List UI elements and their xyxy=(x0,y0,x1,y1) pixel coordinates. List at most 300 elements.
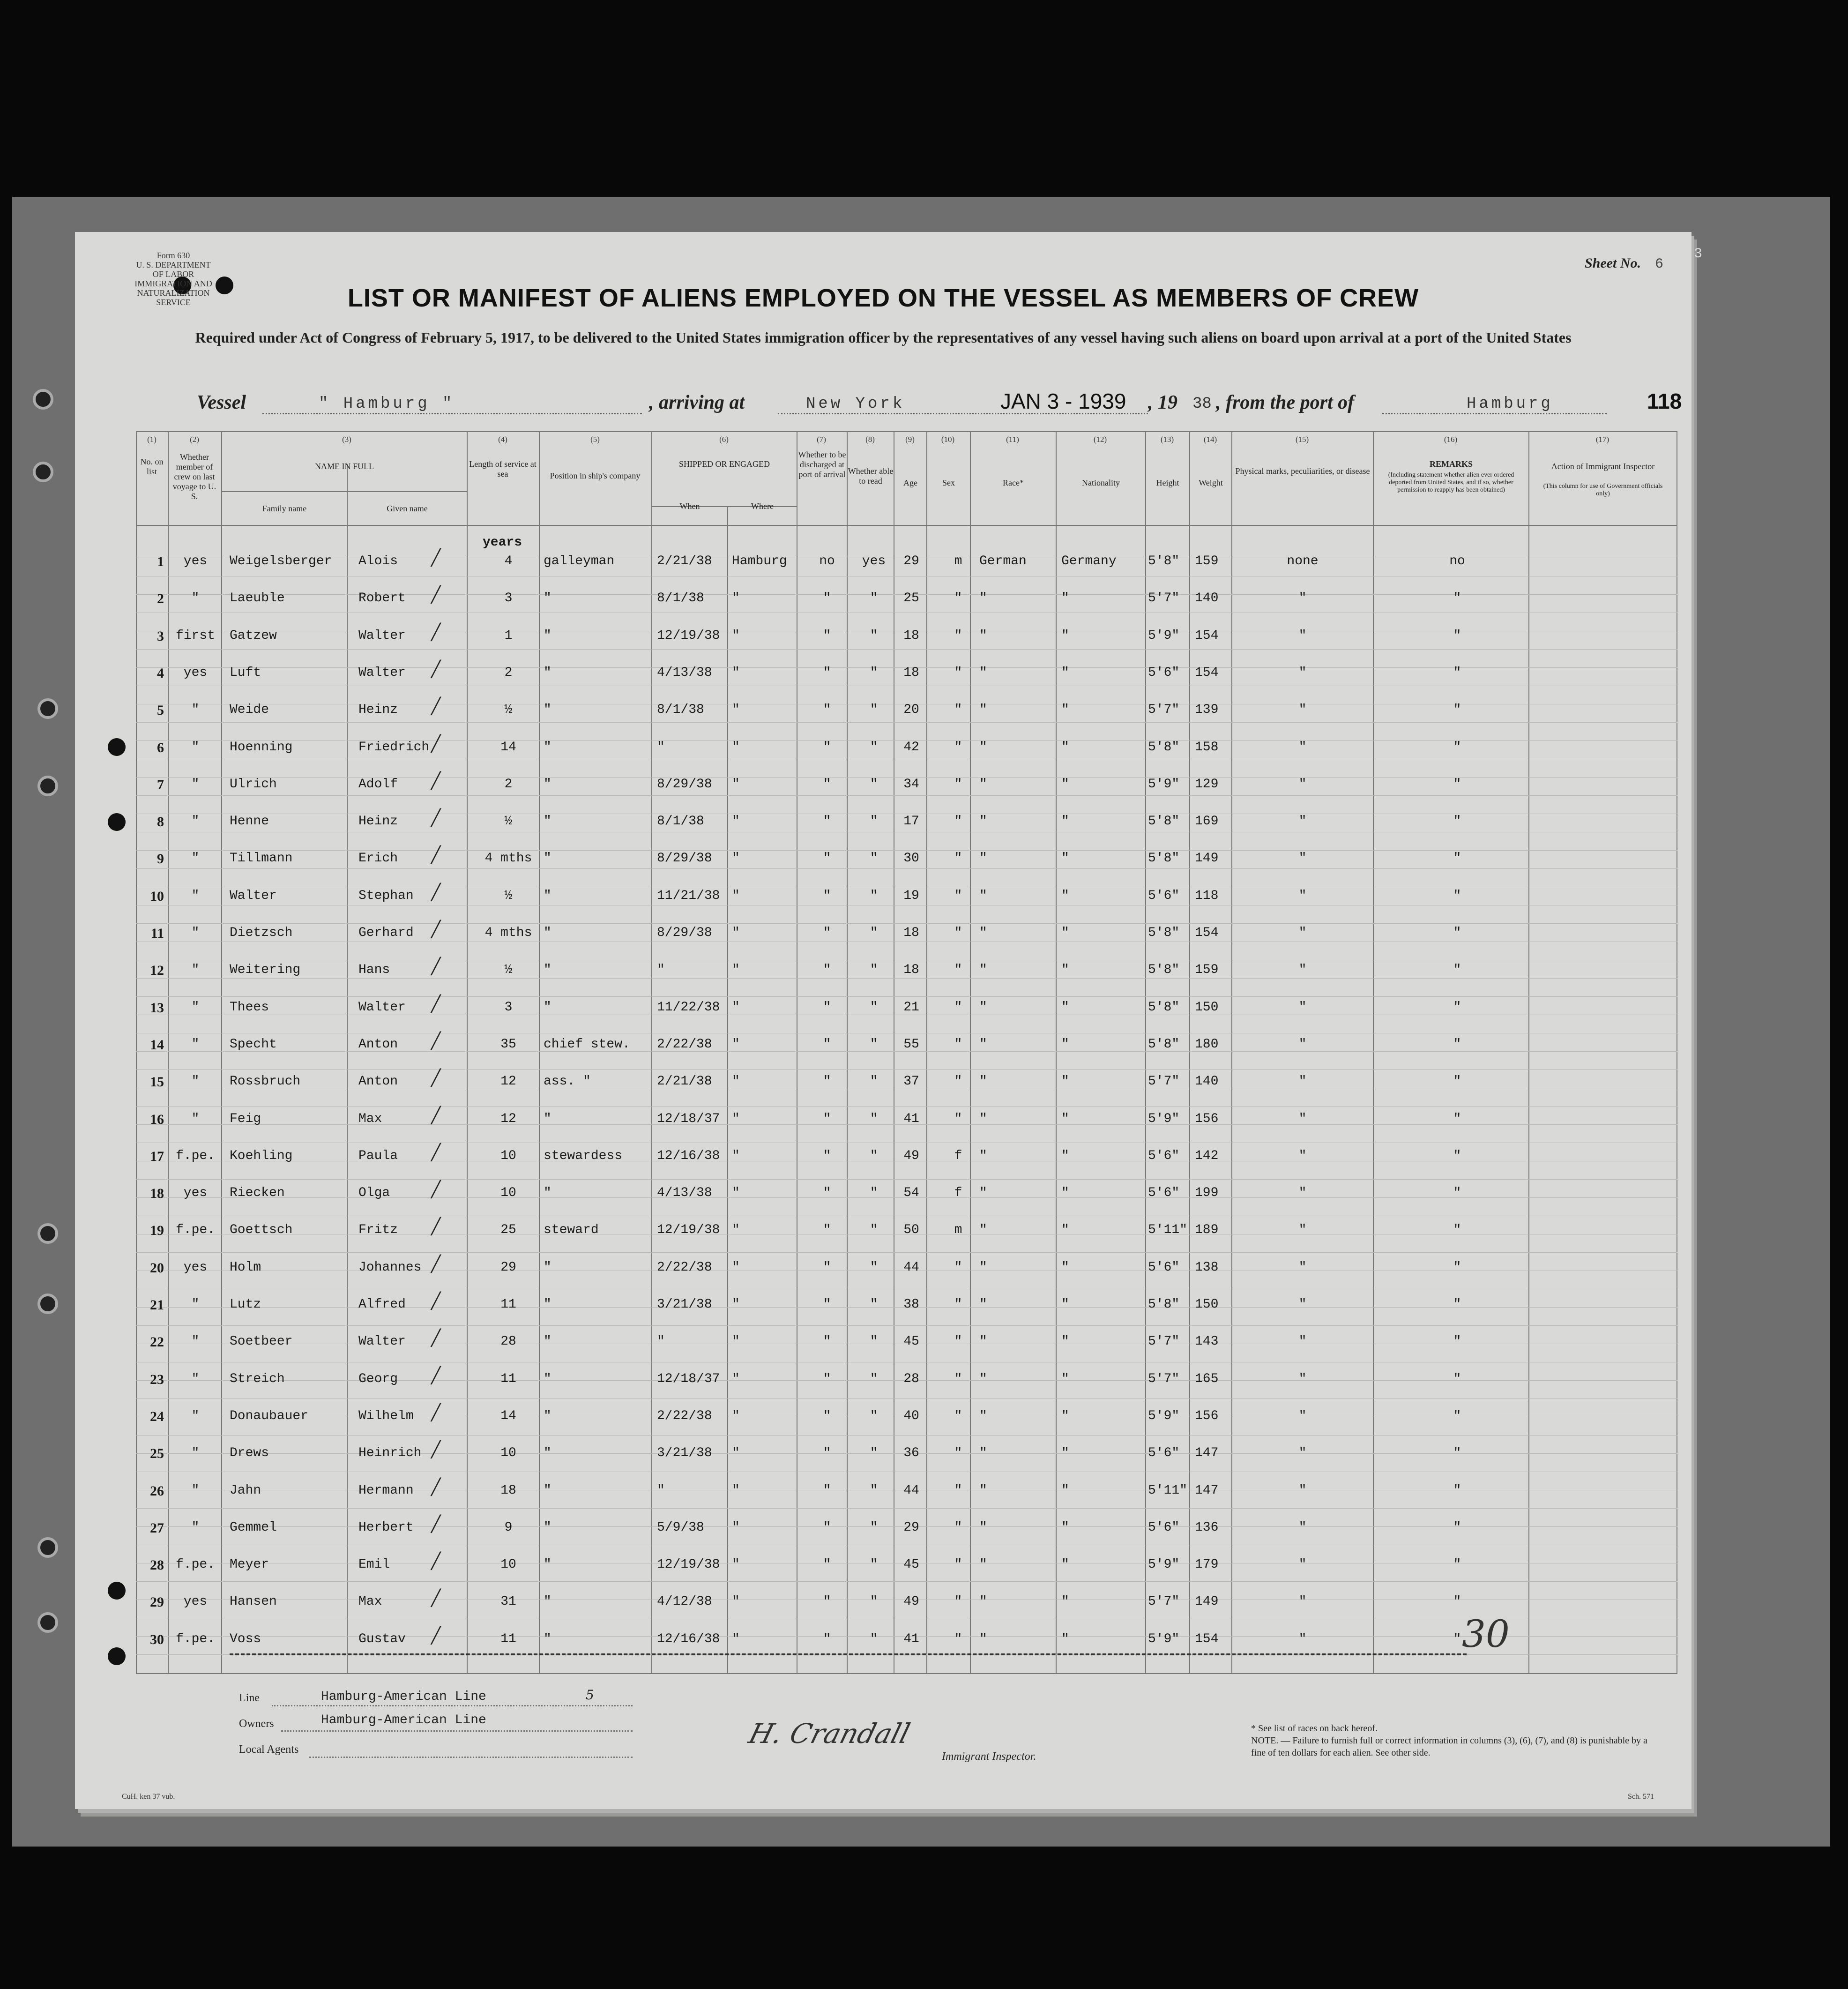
nationality: " xyxy=(1061,1074,1069,1089)
header-no-on-list: No. on list xyxy=(140,457,164,476)
discharge: " xyxy=(823,1483,831,1498)
position: " xyxy=(544,1334,551,1349)
shipped-where: " xyxy=(732,1409,740,1423)
last-voyage: " xyxy=(191,851,200,866)
check-mark-icon: ╱ xyxy=(431,734,441,753)
position: " xyxy=(544,1112,551,1126)
discharge: " xyxy=(823,1520,831,1535)
physical-marks: " xyxy=(1298,1000,1307,1015)
discharge: " xyxy=(823,1186,831,1200)
line-label: Line xyxy=(239,1692,260,1704)
position: " xyxy=(544,1594,551,1609)
able-to-read: " xyxy=(870,1446,878,1460)
header-given-name: Given name xyxy=(387,504,428,513)
service-length: 35 xyxy=(500,1037,516,1052)
remarks: " xyxy=(1453,1186,1461,1200)
discharge: " xyxy=(823,1594,831,1609)
shipped-where: " xyxy=(732,1260,740,1275)
service-length: 12 xyxy=(500,1074,516,1089)
age: 38 xyxy=(903,1297,919,1312)
check-mark-icon: ╱ xyxy=(431,1106,441,1125)
row-number: 18 xyxy=(150,1186,164,1201)
shipped-when: 12/18/37 xyxy=(657,1372,720,1386)
service-length: ½ xyxy=(504,963,513,977)
able-to-read: " xyxy=(870,1557,878,1572)
header-last-voyage: Whether member of crew on last voyage to U. S. xyxy=(172,452,216,501)
nationality: " xyxy=(1061,1186,1069,1200)
able-to-read: " xyxy=(870,1483,878,1498)
age: 29 xyxy=(903,1520,919,1535)
weight: 179 xyxy=(1195,1557,1219,1572)
years-label: years xyxy=(483,535,522,550)
height: 5'8" xyxy=(1148,740,1180,755)
service-length: 12 xyxy=(500,1112,516,1126)
inspector-label: Immigrant Inspector. xyxy=(942,1750,1036,1763)
age: 55 xyxy=(903,1037,919,1052)
position: " xyxy=(544,1483,551,1498)
weight: 154 xyxy=(1195,1632,1219,1646)
vessel-line xyxy=(75,391,1692,419)
check-mark-icon: ╱ xyxy=(431,1329,441,1347)
shipped-when: 4/13/38 xyxy=(657,1186,712,1200)
service-length: 1 xyxy=(504,628,513,643)
shipped-when: 3/21/38 xyxy=(657,1446,712,1460)
able-to-read: " xyxy=(870,628,878,643)
remarks: no xyxy=(1449,554,1465,568)
height: 5'8" xyxy=(1148,814,1180,829)
nationality: " xyxy=(1061,1557,1069,1572)
service-length: 10 xyxy=(500,1149,516,1163)
header-race: Race* xyxy=(1003,478,1024,487)
column-number: (5) xyxy=(590,435,600,444)
check-mark-icon: ╱ xyxy=(431,697,441,716)
nationality: " xyxy=(1061,1149,1069,1163)
row-number: 23 xyxy=(150,1372,164,1387)
remarks: " xyxy=(1453,665,1461,680)
last-voyage: " xyxy=(191,1446,200,1460)
row-number: 12 xyxy=(150,963,164,978)
weight: 159 xyxy=(1195,554,1219,568)
race: " xyxy=(979,1632,987,1646)
shipped-where: Hamburg xyxy=(732,554,787,568)
physical-marks: " xyxy=(1298,1186,1307,1200)
sex: " xyxy=(954,1334,962,1349)
row-number: 2 xyxy=(157,591,164,606)
family-name: Drews xyxy=(230,1446,269,1460)
nationality: " xyxy=(1061,628,1069,643)
position: " xyxy=(544,1000,551,1015)
punch-hole xyxy=(108,1647,126,1665)
row-number: 3 xyxy=(157,628,164,644)
arriving-label: , arriving at xyxy=(649,392,745,413)
sex: m xyxy=(954,1223,962,1237)
discharge: " xyxy=(823,1260,831,1275)
family-name: Jahn xyxy=(230,1483,261,1498)
height: 5'11" xyxy=(1148,1223,1188,1237)
race: " xyxy=(979,1297,987,1312)
height: 5'9" xyxy=(1148,1557,1180,1572)
remarks: " xyxy=(1453,926,1461,940)
race: " xyxy=(979,814,987,829)
able-to-read: " xyxy=(870,1632,878,1646)
discharge: " xyxy=(823,665,831,680)
shipped-where: " xyxy=(732,703,740,717)
remarks: " xyxy=(1453,628,1461,643)
nationality: " xyxy=(1061,1446,1069,1460)
races-note: * See list of races on back hereof. xyxy=(1251,1723,1378,1734)
race: " xyxy=(979,1557,987,1572)
row-number: 5 xyxy=(157,703,164,718)
family-name: Laeuble xyxy=(230,591,285,606)
height: 5'6" xyxy=(1148,1186,1180,1200)
age: 40 xyxy=(903,1409,919,1423)
row-number: 22 xyxy=(150,1334,164,1350)
given-name: Adolf xyxy=(358,777,398,792)
header-sex: Sex xyxy=(942,478,955,487)
shipped-when: 12/16/38 xyxy=(657,1149,720,1163)
shipped-where: " xyxy=(732,1074,740,1089)
family-name: Donaubauer xyxy=(230,1409,309,1423)
height: 5'11" xyxy=(1148,1483,1188,1498)
service-length: 10 xyxy=(500,1186,516,1200)
sex: " xyxy=(954,1632,962,1646)
height: 5'6" xyxy=(1148,665,1180,680)
row-number: 7 xyxy=(157,777,164,793)
sex: " xyxy=(954,591,962,606)
sheet-value: 6 xyxy=(1654,256,1663,272)
height: 5'8" xyxy=(1148,926,1180,940)
position: ass. " xyxy=(544,1074,591,1089)
shipped-where: " xyxy=(732,814,740,829)
given-name: Robert xyxy=(358,591,406,606)
shipped-where: " xyxy=(732,591,740,606)
row-number: 15 xyxy=(150,1074,164,1090)
height: 5'7" xyxy=(1148,1074,1180,1089)
row-number: 26 xyxy=(150,1483,164,1499)
column-number: (8) xyxy=(865,435,875,444)
shipped-where: " xyxy=(732,628,740,643)
age: 17 xyxy=(903,814,919,829)
column-number: (12) xyxy=(1093,435,1107,444)
physical-marks: " xyxy=(1298,963,1307,977)
shipped-when: 11/22/38 xyxy=(657,1000,720,1015)
given-name: Alois xyxy=(358,554,398,568)
remarks: " xyxy=(1453,1520,1461,1535)
binder-hole xyxy=(33,462,53,482)
sex: " xyxy=(954,1074,962,1089)
column-number: (4) xyxy=(498,435,507,444)
race: " xyxy=(979,1446,987,1460)
height: 5'9" xyxy=(1148,1112,1180,1126)
punch-hole xyxy=(108,1582,126,1600)
weight: 156 xyxy=(1195,1112,1219,1126)
manifest-footer xyxy=(75,1673,1692,1809)
shipped-when: 3/21/38 xyxy=(657,1297,712,1312)
column-number: (2) xyxy=(190,435,199,444)
sex: " xyxy=(954,1483,962,1498)
race: " xyxy=(979,889,987,903)
shipped-when: " xyxy=(657,1483,665,1498)
position: " xyxy=(544,1520,551,1535)
physical-marks: " xyxy=(1298,814,1307,829)
race: " xyxy=(979,851,987,866)
column-number: (6) xyxy=(719,435,729,444)
header-weight: Weight xyxy=(1199,478,1223,487)
last-voyage: " xyxy=(191,1520,200,1535)
header-read: Whether able to read xyxy=(848,466,894,486)
remarks: " xyxy=(1453,777,1461,792)
physical-marks: " xyxy=(1298,1557,1307,1572)
row-number: 17 xyxy=(150,1149,164,1164)
physical-marks: " xyxy=(1298,851,1307,866)
header-action: Action of Immigrant Inspector xyxy=(1551,462,1655,471)
remarks: " xyxy=(1453,814,1461,829)
sex: " xyxy=(954,628,962,643)
discharge: no xyxy=(819,554,835,568)
race: " xyxy=(979,1074,987,1089)
age: 21 xyxy=(903,1000,919,1015)
nationality: " xyxy=(1061,1112,1069,1126)
remarks: " xyxy=(1453,1483,1461,1498)
race: " xyxy=(979,926,987,940)
shipped-where: " xyxy=(732,1632,740,1646)
nationality: " xyxy=(1061,703,1069,717)
remarks: " xyxy=(1453,851,1461,866)
discharge: " xyxy=(823,628,831,643)
given-name: Friedrich xyxy=(358,740,430,755)
family-name: Walter xyxy=(230,889,277,903)
from-value: Hamburg xyxy=(1467,395,1553,413)
header-physical-marks: Physical marks, peculiarities, or disease xyxy=(1235,466,1370,476)
header-family-name: Family name xyxy=(262,504,307,513)
given-name: Walter xyxy=(358,628,406,643)
shipped-when: 12/19/38 xyxy=(657,1557,720,1572)
height: 5'8" xyxy=(1148,554,1180,568)
header-name: NAME IN FULL xyxy=(315,462,374,471)
shipped-when: 8/29/38 xyxy=(657,777,712,792)
position: " xyxy=(544,665,551,680)
header-service: Length of service at sea xyxy=(469,459,537,479)
sex: " xyxy=(954,1446,962,1460)
schedule-number: Sch. 571 xyxy=(1628,1793,1654,1801)
weight: 149 xyxy=(1195,851,1219,866)
physical-marks: " xyxy=(1298,1112,1307,1126)
position: " xyxy=(544,777,551,792)
shipped-where: " xyxy=(732,889,740,903)
height: 5'6" xyxy=(1148,1260,1180,1275)
remarks: " xyxy=(1453,1037,1461,1052)
service-length: ½ xyxy=(504,889,513,903)
discharge: " xyxy=(823,1074,831,1089)
header-remarks-note: (Including statement whether alien ever ordered deported from United States, and if so, whether permission to reapply has been obtained) xyxy=(1388,471,1514,494)
shipped-when: 4/12/38 xyxy=(657,1594,712,1609)
shipped-where: " xyxy=(732,963,740,977)
height: 5'7" xyxy=(1148,591,1180,606)
physical-marks: " xyxy=(1298,740,1307,755)
height: 5'7" xyxy=(1148,1372,1180,1386)
end-of-list-line xyxy=(230,1653,1467,1655)
sex: " xyxy=(954,963,962,977)
sex: " xyxy=(954,1409,962,1423)
weight: 140 xyxy=(1195,1074,1219,1089)
able-to-read: " xyxy=(870,963,878,977)
binder-hole xyxy=(33,389,53,410)
able-to-read: " xyxy=(870,889,878,903)
weight: 129 xyxy=(1195,777,1219,792)
age: 54 xyxy=(903,1186,919,1200)
remarks: " xyxy=(1453,591,1461,606)
last-voyage: yes xyxy=(183,1186,208,1200)
able-to-read: yes xyxy=(862,554,886,568)
last-voyage: " xyxy=(191,1483,200,1498)
shipped-where: " xyxy=(732,1557,740,1572)
service-length: 10 xyxy=(500,1446,516,1460)
check-mark-icon: ╱ xyxy=(431,1552,441,1570)
header-shipped: SHIPPED OR ENGAGED xyxy=(678,459,770,469)
shipped-when: 2/22/38 xyxy=(657,1260,712,1275)
family-name: Tillmann xyxy=(230,851,293,866)
shipped-where: " xyxy=(732,1483,740,1498)
discharge: " xyxy=(823,1223,831,1237)
given-name: Hans xyxy=(358,963,390,977)
nationality: " xyxy=(1061,814,1069,829)
service-length: 4 mths xyxy=(484,926,532,940)
remarks: " xyxy=(1453,1149,1461,1163)
physical-marks: " xyxy=(1298,1594,1307,1609)
family-name: Gemmel xyxy=(230,1520,277,1535)
weight: 149 xyxy=(1195,1594,1219,1609)
column-number: (13) xyxy=(1160,435,1174,444)
discharge: " xyxy=(823,926,831,940)
position: " xyxy=(544,1372,551,1386)
remarks: " xyxy=(1453,1372,1461,1386)
row-number: 28 xyxy=(150,1557,164,1573)
remarks: " xyxy=(1453,1594,1461,1609)
age: 18 xyxy=(903,963,919,977)
date-stamp: JAN 3 - 1939 xyxy=(1000,389,1126,413)
given-name: Max xyxy=(358,1594,382,1609)
given-name: Hermann xyxy=(358,1483,414,1498)
age: 18 xyxy=(903,926,919,940)
weight: 154 xyxy=(1195,665,1219,680)
age: 18 xyxy=(903,628,919,643)
service-length: 2 xyxy=(504,777,513,792)
remarks: " xyxy=(1453,1297,1461,1312)
weight: 154 xyxy=(1195,628,1219,643)
row-number: 1 xyxy=(157,554,164,569)
column-number: (14) xyxy=(1203,435,1217,444)
binder-hole xyxy=(37,776,58,796)
able-to-read: " xyxy=(870,1297,878,1312)
position: " xyxy=(544,889,551,903)
header-discharged: Whether to be discharged at port of arrival xyxy=(798,450,846,479)
service-length: 2 xyxy=(504,665,513,680)
column-number: (7) xyxy=(817,435,826,444)
remarks: " xyxy=(1453,1223,1461,1237)
header-action-note: (This column for use of Government officials only) xyxy=(1543,483,1663,497)
family-name: Lutz xyxy=(230,1297,261,1312)
family-name: Koehling xyxy=(230,1149,293,1163)
given-name: Paula xyxy=(358,1149,398,1163)
given-name: Olga xyxy=(358,1186,390,1200)
shipped-where: " xyxy=(732,1297,740,1312)
family-name: Feig xyxy=(230,1112,261,1126)
height: 5'7" xyxy=(1148,703,1180,717)
weight: 143 xyxy=(1195,1334,1219,1349)
row-number: 19 xyxy=(150,1223,164,1238)
race: " xyxy=(979,1186,987,1200)
shipped-when: 5/9/38 xyxy=(657,1520,704,1535)
race: " xyxy=(979,1112,987,1126)
given-name: Fritz xyxy=(358,1223,398,1237)
able-to-read: " xyxy=(870,1074,878,1089)
able-to-read: " xyxy=(870,926,878,940)
header-when: When xyxy=(679,501,700,511)
shipped-where: " xyxy=(732,665,740,680)
last-voyage: yes xyxy=(183,1594,208,1609)
nationality: " xyxy=(1061,1334,1069,1349)
discharge: " xyxy=(823,889,831,903)
height: 5'9" xyxy=(1148,777,1180,792)
physical-marks: " xyxy=(1298,1446,1307,1460)
printer-mark: CuH. ken 37 vub. xyxy=(122,1793,175,1801)
given-name: Walter xyxy=(358,1000,406,1015)
check-mark-icon: ╱ xyxy=(431,1366,441,1385)
position: chief stew. xyxy=(544,1037,630,1052)
nationality: " xyxy=(1061,740,1069,755)
service-length: 14 xyxy=(500,1409,516,1423)
service-length: ½ xyxy=(504,814,513,829)
header-position: Position in ship's company xyxy=(550,471,641,480)
last-voyage: f.pe. xyxy=(175,1632,215,1646)
age: 42 xyxy=(903,740,919,755)
inspector-signature: H. Crandall xyxy=(745,1718,914,1750)
able-to-read: " xyxy=(870,1112,878,1126)
last-voyage: yes xyxy=(183,1260,208,1275)
family-name: Meyer xyxy=(230,1557,269,1572)
row-number: 4 xyxy=(157,665,164,681)
physical-marks: " xyxy=(1298,703,1307,717)
page-title: LIST OR MANIFEST OF ALIENS EMPLOYED ON THE VESSEL AS MEMBERS OF CREW xyxy=(347,284,1419,312)
shipped-where: " xyxy=(732,777,740,792)
physical-marks: " xyxy=(1298,1632,1307,1646)
shipped-where: " xyxy=(732,1037,740,1052)
shipped-where: " xyxy=(732,926,740,940)
able-to-read: " xyxy=(870,1149,878,1163)
shipped-when: 2/22/38 xyxy=(657,1037,712,1052)
row-number: 9 xyxy=(157,851,164,867)
given-name: Heinrich xyxy=(358,1446,422,1460)
able-to-read: " xyxy=(870,1000,878,1015)
sex: " xyxy=(954,740,962,755)
nationality: " xyxy=(1061,1520,1069,1535)
last-voyage: f.pe. xyxy=(175,1149,215,1163)
check-mark-icon: ╱ xyxy=(431,1515,441,1533)
age: 29 xyxy=(903,554,919,568)
height: 5'9" xyxy=(1148,1409,1180,1423)
sex: " xyxy=(954,777,962,792)
physical-marks: " xyxy=(1298,1260,1307,1275)
physical-marks: " xyxy=(1298,1149,1307,1163)
height: 5'6" xyxy=(1148,889,1180,903)
height: 5'7" xyxy=(1148,1334,1180,1349)
sex: m xyxy=(954,554,962,568)
binder-hole xyxy=(37,1612,58,1633)
age: 50 xyxy=(903,1223,919,1237)
height: 5'8" xyxy=(1148,851,1180,866)
row-number: 25 xyxy=(150,1446,164,1461)
given-name: Max xyxy=(358,1112,382,1126)
